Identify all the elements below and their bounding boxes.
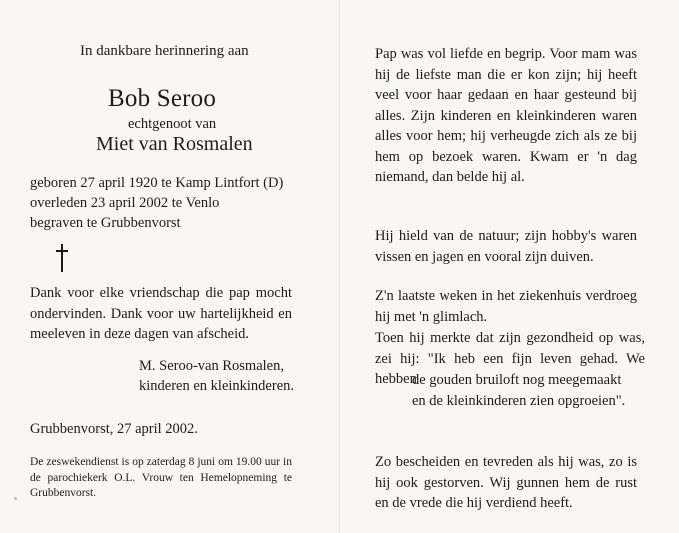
hospital-paragraph: Z'n laatste weken in het ziekenhuis verdroeg hij met 'n glimlach. — [375, 288, 637, 325]
quote-line-3: en de kleinkinderen zien opgroeien". — [412, 392, 626, 409]
quote-block — [399, 370, 625, 411]
signature-line-1: M. Seroo-van Rosmalen, — [139, 358, 284, 374]
quote-intro: Toen hij merkte dat zijn gezondheid op was, zei hij: "Ik heb een fijn leven gehad. We hebben — [375, 330, 645, 387]
closing-paragraph: Zo bescheiden en tevreden als hij was, zo is hij ook gestorven. Wij gunnen hem de rust en de vrede die hij verdiend heeft. — [375, 454, 637, 511]
service-note: De zeswekendienst is op zaterdag 8 juni om 19.00 uur in de parochiekerk O.L. Vrouw ten Hemelopneming te Grubbenvorst. — [30, 456, 292, 499]
spouse-label: echtgenoot van — [128, 116, 217, 132]
quote-line-2: de gouden bruiloft nog meegemaakt — [412, 372, 622, 388]
signature-line-2: kinderen en kleinkinderen. — [139, 378, 295, 394]
intro-text: In dankbare herinnering aan — [80, 43, 249, 59]
left-panel — [0, 0, 339, 533]
cross-icon — [55, 244, 69, 272]
thanks-paragraph: Dank voor elke vriendschap die pap mocht ondervinden. Dank voor uw hartelijkheid en meeleven in deze dagen van afscheid. — [30, 285, 292, 342]
deceased-name: Bob Seroo — [108, 85, 217, 112]
hobby-paragraph: Hij hield van de natuur; zijn hobby's waren vissen en jagen en vooral zijn duiven. — [375, 228, 637, 265]
right-panel — [339, 0, 679, 533]
place-date: Grubbenvorst, 27 april 2002. — [30, 421, 198, 437]
burial-line: begraven te Grubbenvorst — [30, 215, 181, 231]
death-line: overleden 23 april 2002 te Venlo — [30, 195, 220, 211]
spouse-name: Miet van Rosmalen — [96, 133, 253, 155]
birth-line: geboren 27 april 1920 te Kamp Lintfort (D) — [30, 175, 284, 191]
paper-speck — [14, 497, 17, 500]
love-paragraph: Pap was vol liefde en begrip. Voor mam was hij de liefste man die er kon zijn; hij heeft veel voor haar gedaan en haar gesteund bij alles. Zijn kinderen en kleinkinderen waren alles voor hem; hij verheugde zich als ze bij hem op bezoek waren. Kwam er 'n dag niemand, dan belde hij al. — [375, 46, 637, 185]
